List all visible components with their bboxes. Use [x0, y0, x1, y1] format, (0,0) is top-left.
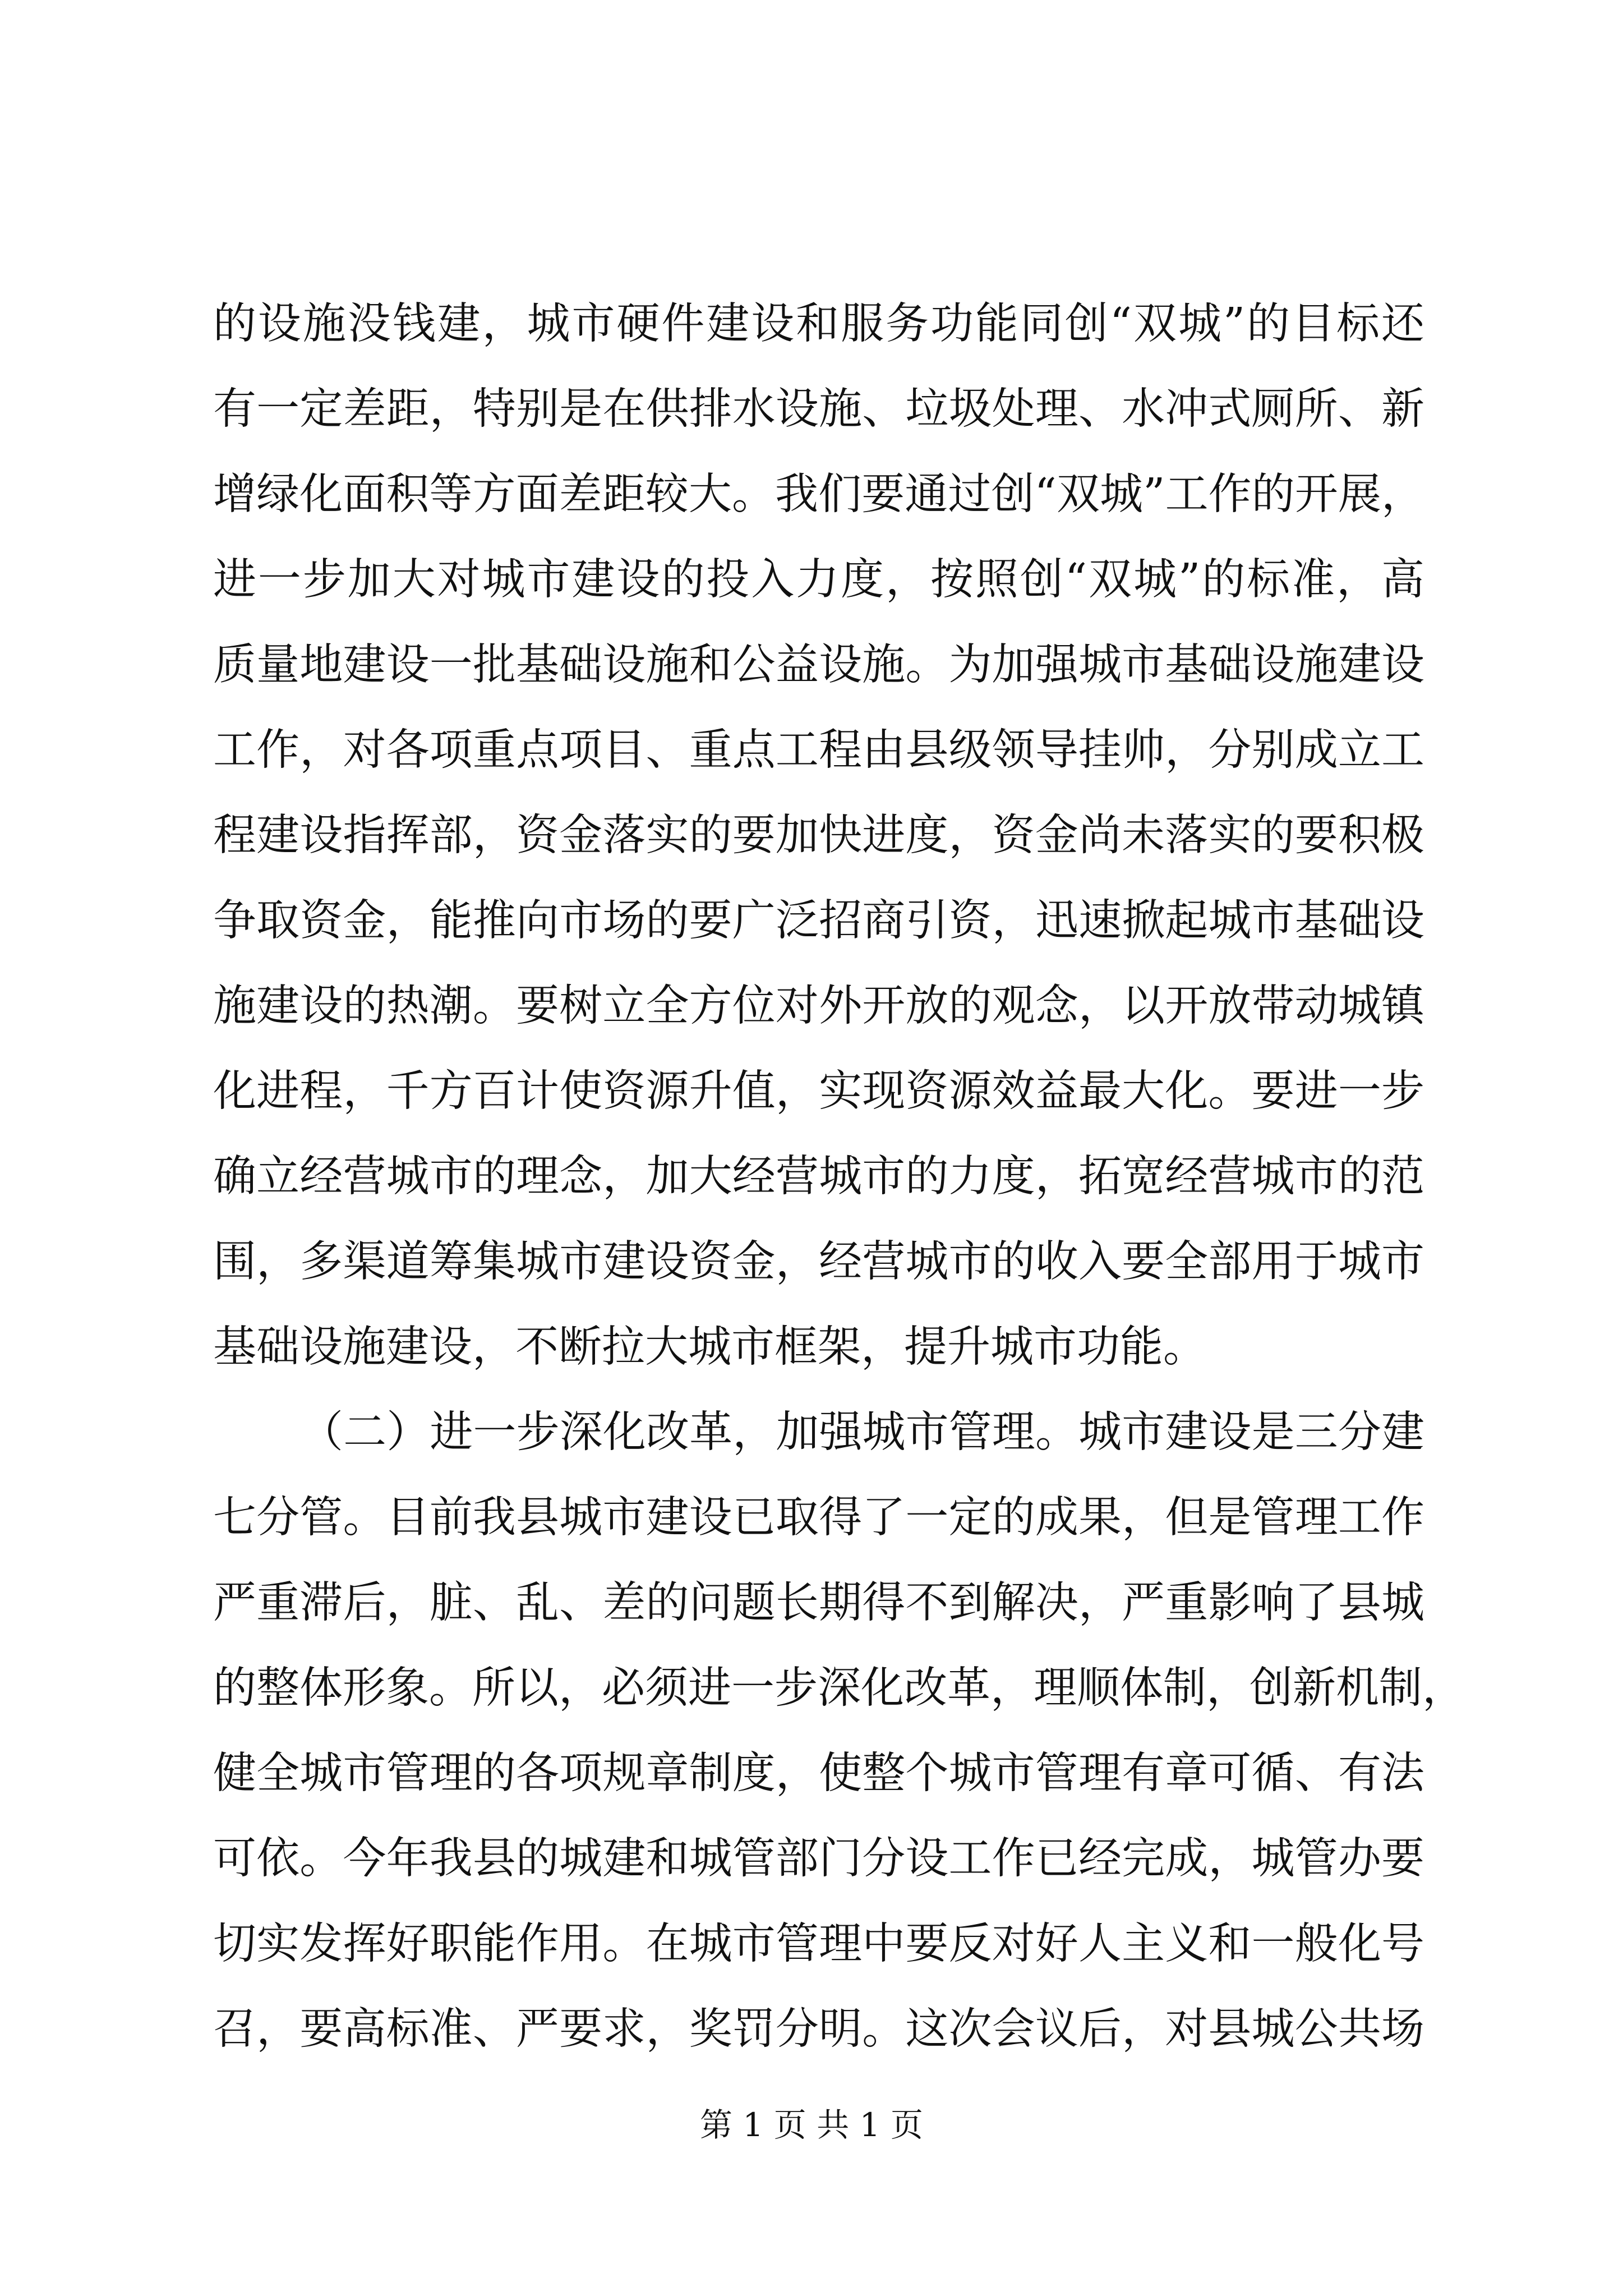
text-line: 程建设指挥部，资金落实的要加快进度，资金尚未落实的要积极: [213, 811, 1424, 861]
page-footer: 第 1 页 共 1 页: [700, 2106, 923, 2144]
text-line: 可依。今年我县的城建和城管部门分设工作已经完成，城管办要: [213, 1834, 1424, 1884]
text-line: 工作，对各项重点项目、重点工程由县级领导挂帅，分别成立工: [213, 725, 1424, 775]
text-line: 召，要高标准、严要求，奖罚分明。这次会议后，对县城公共场: [213, 2004, 1424, 2054]
text-line: 健全城市管理的各项规章制度，使整个城市管理有章可循、有法: [213, 1749, 1424, 1798]
text-line: 严重滞后，脏、乱、差的问题长期得不到解决，严重影响了县城: [213, 1578, 1424, 1628]
text-line: 争取资金，能推向市场的要广泛招商引资，迅速掀起城市基础设: [213, 896, 1424, 946]
text-line: 切实发挥好职能作用。在城市管理中要反对好人主义和一般化号: [213, 1919, 1424, 1969]
text-line: 进一步加大对城市建设的投入力度，按照创“双城”的标准，高: [213, 555, 1424, 605]
text-line: （二）进一步深化改革，加强城市管理。城市建设是三分建: [300, 1407, 1424, 1457]
text-line: 施建设的热潮。要树立全方位对外开放的观念，以开放带动城镇: [213, 981, 1424, 1031]
paragraph-1: [213, 282, 1424, 1390]
text-line: 的整体形象。所以，必须进一步深化改革，理顺体制，创新机制，: [213, 1663, 1465, 1713]
text-line: 确立经营城市的理念，加大经营城市的力度，拓宽经营城市的范: [213, 1152, 1424, 1202]
text-line: 基础设施建设，不断拉大城市框架，提升城市功能。: [213, 1322, 1206, 1372]
text-line: 质量地建设一批基础设施和公益设施。为加强城市基础设施建设: [213, 640, 1424, 690]
text-line: 有一定差距，特别是在供排水设施、垃圾处理、水冲式厕所、新: [213, 384, 1424, 434]
text-line: 增绿化面积等方面差距较大。我们要通过创“双城”工作的开展，: [213, 470, 1424, 519]
document-body: [213, 282, 1465, 2072]
text-line: 化进程，千方百计使资源升值，实现资源效益最大化。要进一步: [213, 1066, 1424, 1116]
text-line: 的设施没钱建，城市硬件建设和服务功能同创“双城”的目标还: [213, 299, 1424, 349]
text-line: 围，多渠道筹集城市建设资金，经营城市的收入要全部用于城市: [213, 1237, 1424, 1287]
text-line: 七分管。目前我县城市建设已取得了一定的成果，但是管理工作: [213, 1493, 1424, 1543]
paragraph-2: [213, 1390, 1465, 2072]
